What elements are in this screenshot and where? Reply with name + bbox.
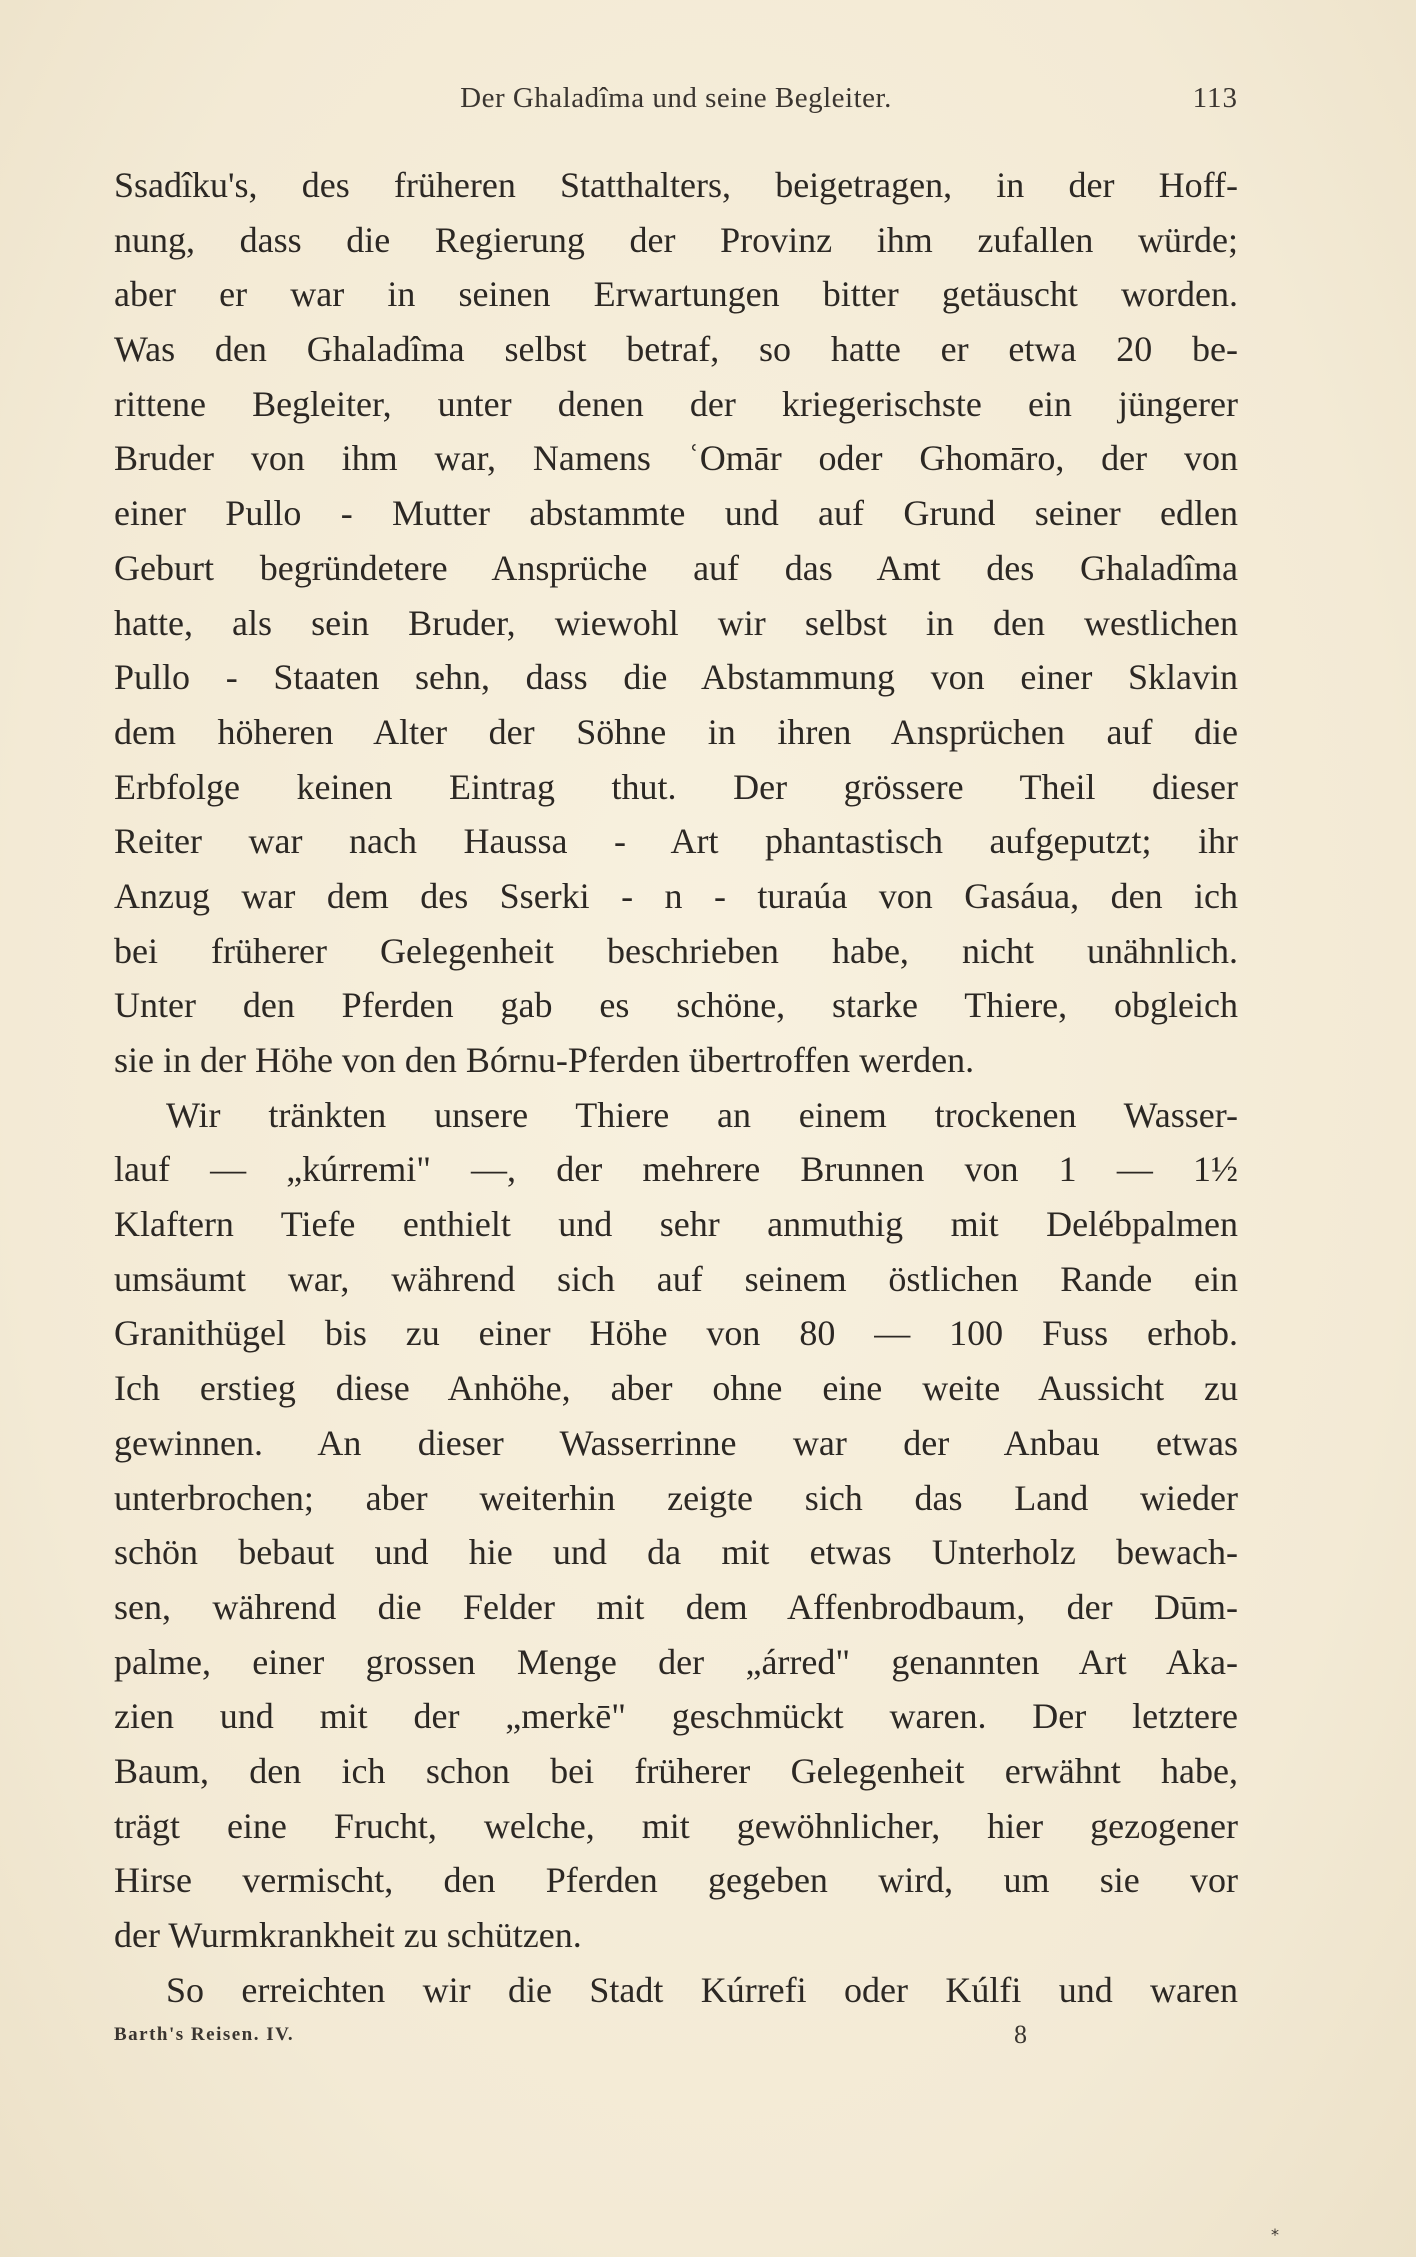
text-line: aber er war in seinen Erwartungen bitter getäuscht worden. bbox=[114, 274, 1238, 315]
text-line: Reiter war nach Haussa - Art phantastisch aufgeputzt; ihr bbox=[114, 821, 1238, 862]
text-line: dem höheren Alter der Söhne in ihren Ansprüchen auf die bbox=[114, 711, 1238, 752]
text-line: Ssadîku's, des früheren Statthalters, beigetragen, in der Hoff- bbox=[114, 165, 1238, 205]
printer-signature: Barth's Reisen. IV. bbox=[114, 2024, 295, 2045]
text-line: einer Pullo - Mutter abstammte und auf Grund seiner edlen bbox=[114, 493, 1238, 534]
text-line: bei früherer Gelegenheit beschrieben habe, nicht unähnlich. bbox=[114, 930, 1238, 971]
text-line: Hirse vermischt, den Pferden gegeben wird, um sie vor bbox=[114, 1860, 1238, 1901]
corner-mark: * bbox=[1271, 2225, 1279, 2244]
text-line: unterbrochen; aber weiterhin zeigte sich das Land wieder bbox=[114, 1477, 1238, 1518]
text-line: gewinnen. An dieser Wasserrinne war der Anbau etwas bbox=[114, 1422, 1238, 1463]
text-line: Ich erstieg diese Anhöhe, aber ohne eine weite Aussicht zu bbox=[114, 1368, 1238, 1409]
text-line: hatte, als sein Bruder, wiewohl wir selbst in den westlichen bbox=[114, 602, 1238, 643]
text-line: trägt eine Frucht, welche, mit gewöhnlicher, hier gezogener bbox=[114, 1805, 1238, 1846]
text-line: Pullo - Staaten sehn, dass die Abstammung von einer Sklavin bbox=[114, 657, 1238, 698]
text-line: rittene Begleiter, unter denen der kriegerischste ein jüngerer bbox=[114, 383, 1238, 424]
text-line: Was den Ghaladîma selbst betraf, so hatte er etwa 20 be- bbox=[114, 329, 1238, 370]
paragraph-start-line: Wir tränkten unsere Thiere an einem trockenen Wasser- bbox=[166, 1094, 1238, 1135]
text-line: Erbfolge keinen Eintrag thut. Der grössere Theil dieser bbox=[114, 766, 1238, 807]
text-line: Baum, den ich schon bei früherer Gelegenheit erwähnt habe, bbox=[114, 1750, 1238, 1791]
text-line: sen, während die Felder mit dem Affenbrodbaum, der Dūm- bbox=[114, 1586, 1238, 1627]
page-header bbox=[114, 82, 1238, 122]
text-line: umsäumt war, während sich auf seinem östlichen Rande ein bbox=[114, 1258, 1238, 1299]
text-line: schön bebaut und hie und da mit etwas Unterholz bewach- bbox=[114, 1532, 1238, 1573]
signature-number: 8 bbox=[1014, 2020, 1027, 2049]
text-line: Geburt begründetere Ansprüche auf das Amt des Ghaladîma bbox=[114, 547, 1238, 588]
text-line: palme, einer grossen Menge der „árred" genannten Art Aka- bbox=[114, 1641, 1238, 1682]
text-line: sie in der Höhe von den Bórnu-Pferden übertroffen werden. bbox=[114, 1040, 975, 1080]
page-footer bbox=[114, 2020, 1238, 2054]
text-line: Bruder von ihm war, Namens ʿOmār oder Ghomāro, der von bbox=[114, 438, 1238, 479]
text-line: Klaftern Tiefe enthielt und sehr anmuthig mit Delébpalmen bbox=[114, 1204, 1238, 1245]
text-line: nung, dass die Regierung der Provinz ihm zufallen würde; bbox=[114, 219, 1238, 260]
body-text bbox=[114, 158, 1238, 2017]
text-line: Unter den Pferden gab es schöne, starke Thiere, obgleich bbox=[114, 985, 1238, 1026]
text-line: der Wurmkrankheit zu schützen. bbox=[114, 1915, 582, 1955]
running-title: Der Ghaladîma und seine Begleiter. bbox=[460, 82, 892, 114]
page-number: 113 bbox=[1192, 82, 1238, 114]
paragraph-start-line: So erreichten wir die Stadt Kúrrefi oder Kúlfi und waren bbox=[166, 1969, 1238, 2010]
text-line: lauf — „kúrremi" —, der mehrere Brunnen von 1 — 1½ bbox=[114, 1149, 1238, 1190]
text-line: Anzug war dem des Sserki - n - turaúa von Gasáua, den ich bbox=[114, 875, 1238, 916]
text-line: Granithügel bis zu einer Höhe von 80 — 100 Fuss erhob. bbox=[114, 1313, 1238, 1354]
text-line: zien und mit der „merkē" geschmückt waren. Der letztere bbox=[114, 1696, 1238, 1737]
